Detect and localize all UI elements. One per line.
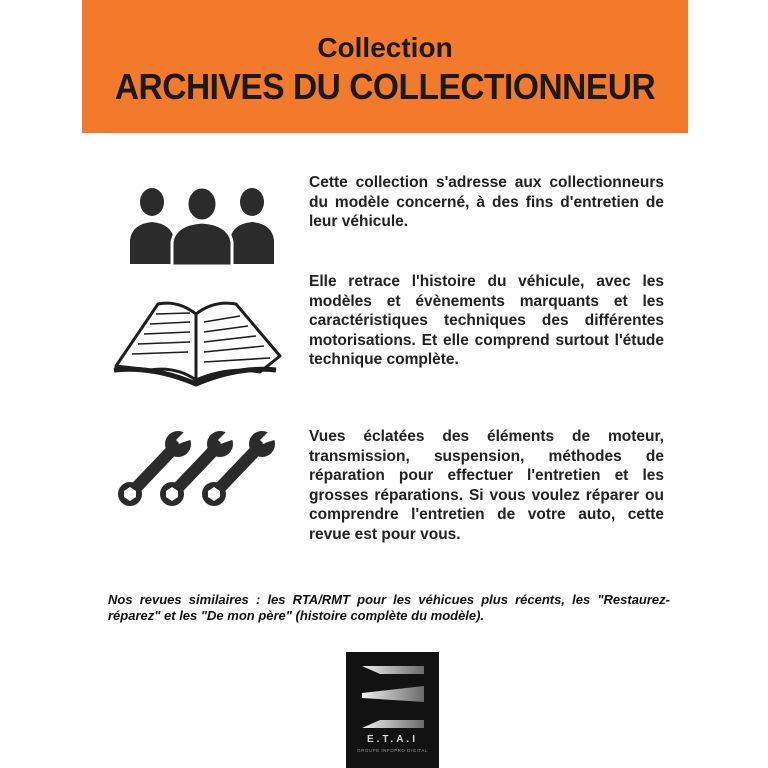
- logo-tagline: GROUPE INFOPRO DIGITAL: [357, 748, 428, 753]
- feature-text-audience: Cette collection s'adresse aux collectionneurs du modèle concerné, à des fins d'entretien de leur véhicule.: [309, 174, 664, 230]
- feature-text-repairs: Vues éclatées des éléments de moteur, transmission, suspension, méthodes de réparation pour effectuer l'entretien et les grosses réparations. Si vous voulez réparer ou comprendre l'entretien de votre auto, cette revue est pour vous.: [309, 428, 664, 543]
- collection-label: Collection: [317, 32, 453, 63]
- etai-logo: [346, 652, 439, 768]
- feature-text-history: Elle retrace l'histoire du véhicule, avec les modèles et évènements marquants et les caractéristiques techniques des différentes motorisations. Et elle comprend surtout l'étude technique complète.: [309, 273, 664, 368]
- logo-name: E.T.A.I: [366, 734, 418, 745]
- wrenches-icon: [114, 428, 280, 508]
- page-title: ARCHIVES DU COLLECTIONNEUR: [114, 66, 656, 107]
- open-book-icon: [110, 296, 286, 388]
- similar-publications-note: Nos revues similaires : les RTA/RMT pour les véhicues plus récents, les "Restaurez-réparez" et les "De mon père" (histoire complète du modèle).: [108, 592, 670, 623]
- etai-mark-icon: [360, 664, 426, 730]
- people-group-icon: [128, 184, 276, 266]
- header-banner: [82, 0, 688, 133]
